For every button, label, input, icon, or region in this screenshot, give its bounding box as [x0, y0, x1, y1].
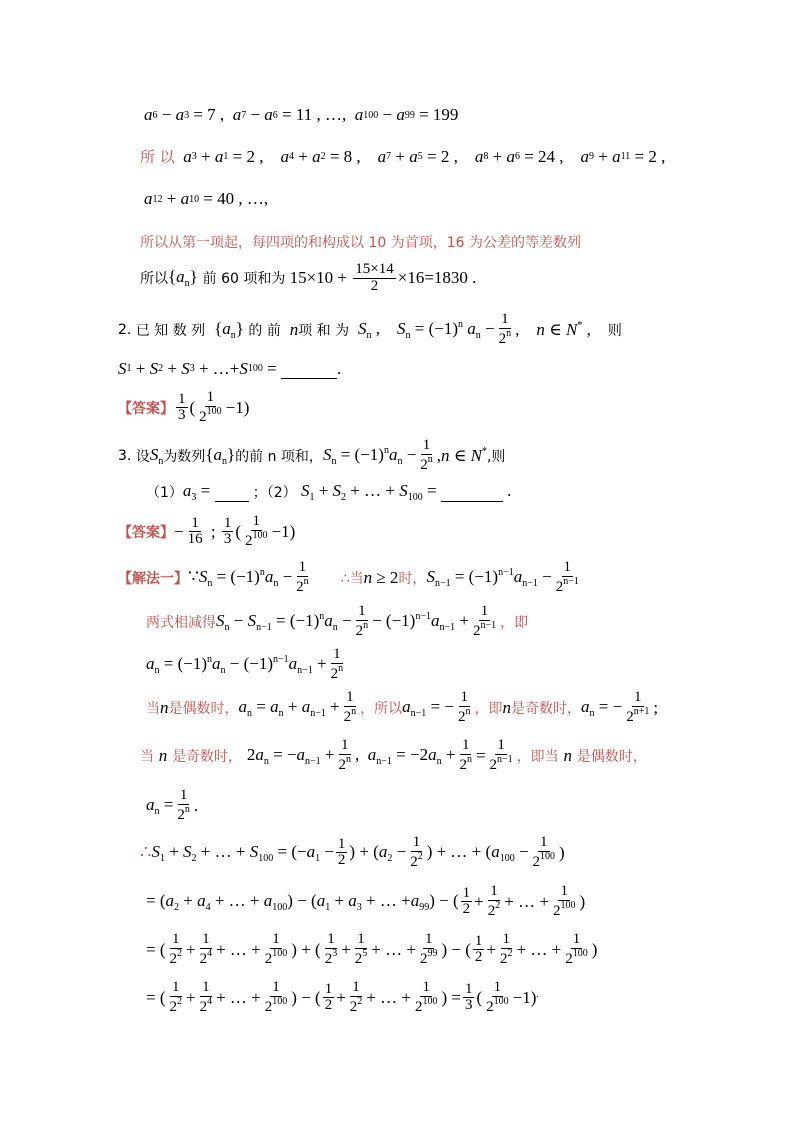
sol-jidang: ，即	[474, 700, 503, 717]
text-l5-mid: 前 60 项和为	[202, 271, 286, 288]
sol-line-4: 当 n 是偶数时， $a_n = a_n + a_{n-1}$ + $\frac{1}{2^n}$ ，所以 $a_{n-1}$ = − $\frac{1}{2^n}$ ，即 n 是奇数时， $a_n$ = − $\frac{1}{2^{n+1}}$ ;	[146, 689, 659, 725]
text-line-4	[140, 232, 581, 252]
q3-qian: 的前 n 项和，	[235, 448, 323, 465]
sum-line-2: = ($a_2 + a_4$ + … + $a_{100}) - (a_1 + a_3$ + … $+a_{99}$) − ( $\frac{1}{2}$ + $\frac{1}{2^2}$ + … + $\frac{1}{2^{100}}$ )	[146, 883, 586, 919]
sol-line-3: $a_n = (-1)^na_n - (-1)^{n-1}a_{n-1}$ + $\frac{1}{2^n}$	[146, 646, 344, 682]
text-suoyi: 所 以	[140, 148, 175, 166]
sol-line-1: 【解法一】 $\because S_n = (-1)^na_n$ − $\frac{1}{2^n}$ ∴当 n ≥ 2 时， $S_{n-1} = (-1)^{n-1}a_{n-1}$ − $\frac{1}{2^{n-1}}$	[118, 559, 579, 595]
q2-answer: 【答案】 $\frac{1}{3}$ ( $\frac{1}{2^{100}}$ −1)	[118, 389, 250, 425]
q2-qian: 的 前	[248, 322, 281, 339]
sol-odd-2: 是奇数时，	[172, 748, 243, 765]
q3-part1: （1）	[146, 485, 183, 501]
q3-number: 3.	[118, 447, 132, 464]
eq-line-1: a 6 − a 3 = 7 , a 7 − a 6 = 11 , …, a 100 − a 99 = 199	[144, 105, 459, 124]
eq-line-2: 所 以 a 3 + a 1 = 2 , a 4 + a 2 = 8 , a 7 + a 5 = 2 , a 8 + a 6 = 24 , a 9 + a 11 = 2 ,	[140, 146, 666, 166]
sum-line-3: = ( $\frac{1}{2^2}$ + $\frac{1}{2^4}$ + … + $\frac{1}{2^{100}}$ ) + ( $\frac{1}{2^3}$ + $\frac{1}{2^5}$ + … + $\frac{1}{2^{99}}$ ) − ( $\frac{1}{2}$ + $\frac{1}{2^2}$ + … + $\frac{1}{2^{100}}$ )	[146, 931, 598, 967]
q2-ze: 则	[607, 322, 622, 339]
sum-line-1: ∴ $S_1 + S_2$ + … + $S_{100} = (-a_1$ − $\frac{1}{2}$ ) + ($a_2$ − $\frac{1}{2^2}$ ) + … + ($a_{100}$ − $\frac{1}{2^{100}}$ )	[140, 834, 565, 870]
q3-line-1: 3. 设 $S_n$ 为数列 $\{a_n\}$ 的前 n 项和， $S_n = (-1)^na_n$ − $\frac{1}{2^n}$ ,n ∈ N* ,则	[118, 437, 506, 473]
answer-tag-q3: 【答案】	[118, 524, 174, 541]
sol-dang-even: 当	[146, 700, 160, 717]
sol-even-2: 是偶数时，	[576, 748, 647, 765]
sol-jidang-2: ，即当	[516, 748, 559, 765]
sol-line-6: $a_n$ = $\frac{1}{2^n}$ .	[146, 787, 199, 823]
sol-ji: ，即	[500, 614, 529, 631]
text-l5-pre: 所以	[140, 271, 168, 288]
q3-ze: ,则	[486, 448, 506, 465]
q3-answer: 【答案】 − $\frac{1}{16}$ ; $\frac{1}{3}$ ( $\frac{1}{2^{100}}$ −1)	[118, 513, 296, 549]
text-line-5: 所以 $\{a_n\}$ 前 60 项和为 15×10 + $\frac{15\times 14}{2}$ ×16=1830 .	[140, 261, 477, 294]
q2-he: 项 和 为	[298, 322, 350, 339]
eq-line-3: a 12 + a 10 = 40 , …,	[144, 189, 269, 208]
sol-line-5: 当 n 是奇数时， $2a_n = -a_{n-1}$ + $\frac{1}{2^n}$ , $a_{n-1} = -2a_n$ + $\frac{1}{2^n}$ = $\frac{1}{2^{n-1}}$ ，即当 n 是偶数时，	[140, 737, 647, 773]
sol-subtract: 两式相减得	[146, 614, 216, 631]
answer-tag-q2: 【答案】	[118, 400, 174, 417]
solution-tag: 【解法一】	[118, 570, 188, 587]
sol-shi: 时，	[398, 570, 427, 587]
q3-part2: ；（2）	[252, 485, 297, 501]
q3-line-2: （1） $a_3$ = ；（2） $S_1 + S_2$ + … + $S_{100}$ = .	[146, 481, 512, 503]
sol-line-2: 两式相减得 $S_n - S_{n-1} = (-1)^na_n$ − $\frac{1}{2^n}$ − $(-1)^{n-1}a_{n-1}$ + $\frac{1}{2^{n-1}}$ ，即	[146, 603, 529, 639]
q2-line-1: 2. 已 知 数 列 $\{a_n\}$ 的 前 n 项 和 为 $S_n$ , $S_n = (-1)^n$ $a_n$ − $\frac{1}{2^n}$ , n ∈ N* , 则	[118, 311, 622, 347]
text-l4: 所以从第一项起，每四项的和构成以 10 为首项，16 为公差的等差数列	[140, 235, 581, 251]
q3-wei: 为数列	[163, 448, 206, 465]
sum-line-4: = ( $\frac{1}{2^2}$ + $\frac{1}{2^4}$ + … + $\frac{1}{2^{100}}$ ) − ( $\frac{1}{2}$ + $\frac{1}{2^2}$ + … + $\frac{1}{2^{100}}$ ) = $\frac{1}{3}$ ( $\frac{1}{2^{100}}$ −1).	[146, 979, 539, 1015]
q2-text: 已 知 数 列	[135, 322, 206, 339]
q2-line-2: S 1 + S 2 + S 3 + …+ S 100 = .	[118, 358, 342, 378]
sol-suoyi: ，所以	[360, 700, 403, 717]
sol-dang-odd: 当	[140, 748, 154, 765]
therefore-symbol: ∴	[140, 842, 152, 863]
q3-she: 设	[135, 448, 150, 465]
sol-dang: ∴当	[340, 570, 364, 587]
sol-even: 是偶数时，	[168, 700, 239, 717]
sol-odd: 是奇数时，	[511, 700, 581, 717]
q2-number: 2.	[118, 321, 132, 338]
